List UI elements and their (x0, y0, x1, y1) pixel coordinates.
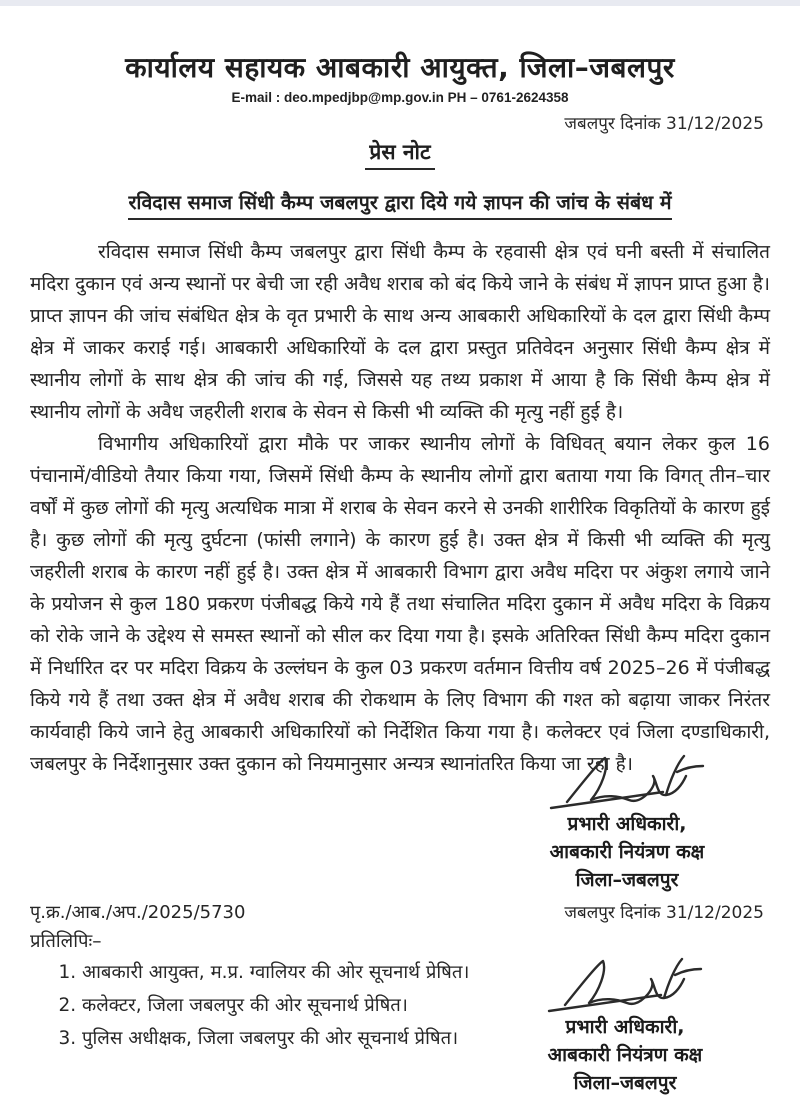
copy-to-item: 3. पुलिस अधीक्षक, जिला जबलपुर की ओर सूचनार्थ प्रेषित। (82, 1027, 542, 1051)
reference-row (30, 900, 770, 924)
copy-to-label: प्रतिलिपिः– (30, 931, 102, 952)
signature-block-upper (512, 754, 742, 894)
signatory-district: जिला–जबलपुर (573, 1072, 677, 1094)
copy-to-section (30, 961, 770, 1094)
doc-type-heading (30, 138, 770, 170)
paragraph-2: विभागीय अधिकारियों द्वारा मौके पर जाकर स्थानीय लोगों के विधिवत् बयान लेकर कुल 16 पंचानामें/वीडियो तैयार किया गया, जिसमें सिंधी कैम्प के स्थानीय लोगों द्वारा बताया गया कि विगत् तीन–चार वर्षों में कुछ लोगों की मृत्यु अत्यधिक मात्रा में शराब के सेवन करने से उनकी शारीरिक विकृतियों के कारण हुई है। कुछ लोगों की मृत्यु दुर्घटना (फांसी लगाने) के कारण हुई है। उक्त क्षेत्र में किसी भी व्यक्ति की मृत्यु जहरीली शराब के कारण नहीं हुई है। उक्त क्षेत्र में आबकारी विभाग द्वारा अवैध मदिरा पर अंकुश लगाये जाने के प्रयोजन से कुल 180 प्रकरण पंजीबद्ध किये गये हैं तथा संचालित मदिरा दुकान में अवैध मदिरा के विक्रय को रोके जाने के उद्देश्य से समस्त स्थानों को सील कर दिया गया है। इसके अतिरिक्त सिंधी कैम्प मदिरा दुकान में निर्धारित दर पर मदिरा विक्रय के उल्लंघन के कुल 03 प्रकरण वर्तमान वित्तीय वर्ष 2025–26 में पंजीबद्ध किये गये हैं तथा उक्त क्षेत्र में अवैध शराब की रोकथाम के लिए विभाग की गश्त को बढ़ाया जाकर निरंतर कार्यवाही किये जाने हेतु आबकारी अधिकारियों को निर्देशित किया गया है। कलेक्टर एवं जिला दण्डाधिकारी, जबलपुर के निर्देशानुसार उक्त दुकान को नियमानुसार अन्यत्र स्थानांतरित किया जा रहा है। (30, 433, 770, 775)
signature-block-lower (510, 957, 740, 1097)
signatory-designation: प्रभारी अधिकारी, (565, 1016, 685, 1038)
body-text (30, 236, 770, 780)
signature-icon (545, 754, 710, 816)
signatory-designation: प्रभारी अधिकारी, (567, 813, 687, 835)
doc-type-label: प्रेस नोट (365, 138, 434, 170)
scan-top-band (0, 0, 800, 6)
copy-to-list (82, 961, 542, 1051)
press-note-document (0, 50, 800, 1094)
header-date-line: जबलपुर दिनांक 31/12/2025 (564, 114, 764, 134)
office-title: कार्यालय सहायक आबकारी आयुक्त, जिला–जबलपुर (125, 51, 675, 84)
signatory-office: आबकारी नियंत्रण कक्ष (547, 1044, 703, 1066)
subject-text: रविदास समाज सिंधी कैम्प जबलपुर द्वारा दिये गये ज्ञापन की जांच के संबंध में (128, 188, 671, 220)
paragraph-1: रविदास समाज सिंधी कैम्प जबलपुर द्वारा सिंधी कैम्प के रहवासी क्षेत्र एवं घनी बस्ती में संचालित मदिरा दुकान एवं अन्य स्थानों पर बेची जा रही अवैध शराब को बंद किये जाने के संबंध में ज्ञापन प्राप्त हुआ है। प्राप्त ज्ञापन की जांच संबंधित क्षेत्र के वृत प्रभारी के साथ अन्य आबकारी अधिकारियों के दल द्वारा सिंधी कैम्प क्षेत्र में जाकर कराई गई। आबकारी अधिकारियों के दल द्वारा प्रस्तुत प्रतिवेदन अनुसार सिंधी कैम्प क्षेत्र में स्थानीय लोगों के साथ क्षेत्र की जांच की गई, जिससे यह तथ्य प्रकाश में आया है कि सिंधी कैम्प क्षेत्र में स्थानीय लोगों के अवैध जहरीली शराब के सेवन से किसी भी व्यक्ति की मृत्यु नहीं हुई है। (30, 241, 770, 423)
contact-line: E-mail : deo.mpedjbp@mp.gov.in PH – 0761-2624358 (231, 90, 569, 105)
signature-icon (543, 957, 708, 1019)
signatory-district: जिला–जबलपुर (575, 869, 679, 891)
subject-line (30, 188, 770, 220)
footer-date-line: जबलपुर दिनांक 31/12/2025 (564, 903, 764, 923)
reference-number: पृ.क्र./आब./अप./2025/5730 (30, 902, 246, 923)
copy-to-item: 1. आबकारी आयुक्त, म.प्र. ग्वालियर की ओर सूचनार्थ प्रेषित। (82, 961, 542, 985)
copy-to-item: 2. कलेक्टर, जिला जबलपुर की ओर सूचनार्थ प्रेषित। (82, 994, 542, 1018)
signatory-office: आबकारी नियंत्रण कक्ष (549, 841, 705, 863)
